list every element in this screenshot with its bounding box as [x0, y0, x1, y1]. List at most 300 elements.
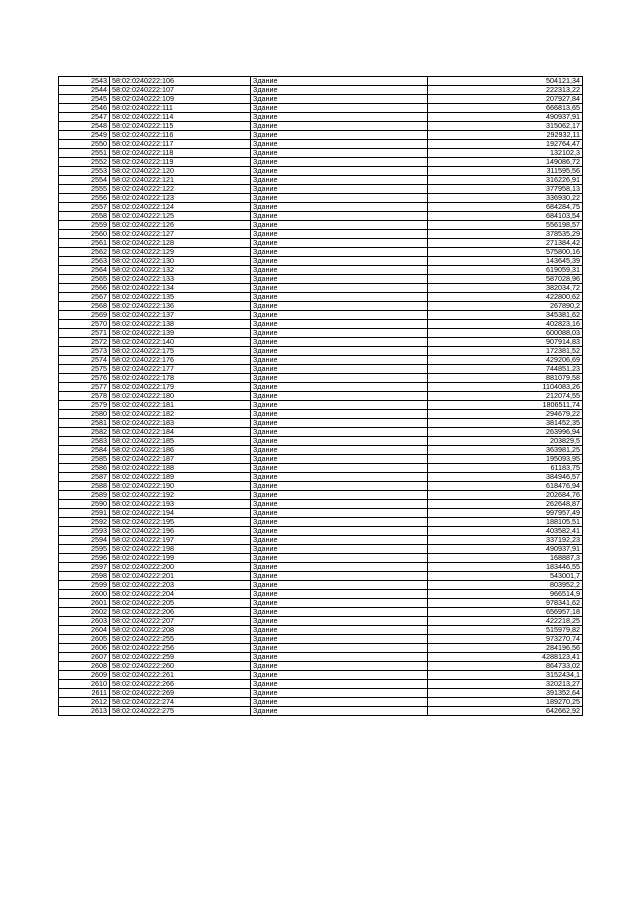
object-type-cell: Здание [251, 635, 428, 644]
cadastral-number-cell: 58:02:0240222:207 [110, 617, 251, 626]
cadastral-value-cell: 381452,35 [428, 419, 583, 428]
table-row [59, 311, 583, 320]
cadastral-number-cell: 58:02:0240222:190 [110, 482, 251, 491]
object-type-cell: Здание [251, 356, 428, 365]
cadastral-value-cell: 600088,03 [428, 329, 583, 338]
cadastral-number-cell: 58:02:0240222:188 [110, 464, 251, 473]
row-number-cell: 2601 [59, 599, 110, 608]
cadastral-value-cell: 267890,2 [428, 302, 583, 311]
cadastral-value-cell: 377958,13 [428, 185, 583, 194]
cadastral-value-cell: 422218,25 [428, 617, 583, 626]
cadastral-number-cell: 58:02:0240222:255 [110, 635, 251, 644]
table-row [59, 455, 583, 464]
object-type-cell: Здание [251, 509, 428, 518]
cadastral-number-cell: 58:02:0240222:205 [110, 599, 251, 608]
cadastral-value-cell: 207927,84 [428, 95, 583, 104]
table-row [59, 626, 583, 635]
cadastral-value-cell: 378535,29 [428, 230, 583, 239]
row-number-cell: 2597 [59, 563, 110, 572]
row-number-cell: 2550 [59, 140, 110, 149]
cadastral-value-cell: 172381,52 [428, 347, 583, 356]
object-type-cell: Здание [251, 149, 428, 158]
object-type-cell: Здание [251, 680, 428, 689]
row-number-cell: 2591 [59, 509, 110, 518]
object-type-cell: Здание [251, 365, 428, 374]
object-type-cell: Здание [251, 212, 428, 221]
row-number-cell: 2588 [59, 482, 110, 491]
cadastral-value-cell: 336930,22 [428, 194, 583, 203]
object-type-cell: Здание [251, 419, 428, 428]
object-type-cell: Здание [251, 446, 428, 455]
row-number-cell: 2573 [59, 347, 110, 356]
object-type-cell: Здание [251, 158, 428, 167]
row-number-cell: 2598 [59, 572, 110, 581]
object-type-cell: Здание [251, 608, 428, 617]
table-row [59, 464, 583, 473]
cadastral-number-cell: 58:02:0240222:195 [110, 518, 251, 527]
table-row [59, 590, 583, 599]
row-number-cell: 2607 [59, 653, 110, 662]
object-type-cell: Здание [251, 455, 428, 464]
row-number-cell: 2604 [59, 626, 110, 635]
cadastral-number-cell: 58:02:0240222:177 [110, 365, 251, 374]
row-number-cell: 2576 [59, 374, 110, 383]
table-row [59, 680, 583, 689]
row-number-cell: 2557 [59, 203, 110, 212]
row-number-cell: 2553 [59, 167, 110, 176]
object-type-cell: Здание [251, 572, 428, 581]
cadastral-value-cell: 4288123,41 [428, 653, 583, 662]
table-row [59, 347, 583, 356]
cadastral-number-cell: 58:02:0240222:184 [110, 428, 251, 437]
cadastral-number-cell: 58:02:0240222:208 [110, 626, 251, 635]
row-number-cell: 2581 [59, 419, 110, 428]
table-row [59, 509, 583, 518]
object-type-cell: Здание [251, 410, 428, 419]
cadastral-value-cell: 504121,34 [428, 77, 583, 86]
table-row [59, 284, 583, 293]
cadastral-number-cell: 58:02:0240222:266 [110, 680, 251, 689]
table-row [59, 248, 583, 257]
table-row [59, 158, 583, 167]
table-row [59, 176, 583, 185]
object-type-cell: Здание [251, 86, 428, 95]
row-number-cell: 2572 [59, 338, 110, 347]
table-row [59, 329, 583, 338]
cadastral-value-cell: 543001,7 [428, 572, 583, 581]
cadastral-number-cell: 58:02:0240222:204 [110, 590, 251, 599]
object-type-cell: Здание [251, 581, 428, 590]
cadastral-number-cell: 58:02:0240222:189 [110, 473, 251, 482]
row-number-cell: 2554 [59, 176, 110, 185]
object-type-cell: Здание [251, 302, 428, 311]
object-type-cell: Здание [251, 536, 428, 545]
cadastral-value-cell: 168887,3 [428, 554, 583, 563]
row-number-cell: 2585 [59, 455, 110, 464]
row-number-cell: 2551 [59, 149, 110, 158]
cadastral-number-cell: 58:02:0240222:122 [110, 185, 251, 194]
table-row [59, 320, 583, 329]
cadastral-value-cell: 575800,16 [428, 248, 583, 257]
cadastral-value-cell: 143645,39 [428, 257, 583, 266]
table-row [59, 662, 583, 671]
cadastral-value-cell: 556198,57 [428, 221, 583, 230]
table-row [59, 500, 583, 509]
object-type-cell: Здание [251, 239, 428, 248]
row-number-cell: 2559 [59, 221, 110, 230]
cadastral-value-cell: 384946,57 [428, 473, 583, 482]
row-number-cell: 2586 [59, 464, 110, 473]
cadastral-value-cell: 315062,17 [428, 122, 583, 131]
object-type-cell: Здание [251, 563, 428, 572]
cadastral-number-cell: 58:02:0240222:119 [110, 158, 251, 167]
table-row [59, 428, 583, 437]
cadastral-value-cell: 864733,02 [428, 662, 583, 671]
row-number-cell: 2545 [59, 95, 110, 104]
row-number-cell: 2593 [59, 527, 110, 536]
cadastral-value-cell: 203829,5 [428, 437, 583, 446]
table-row [59, 257, 583, 266]
cadastral-number-cell: 58:02:0240222:269 [110, 689, 251, 698]
object-type-cell: Здание [251, 293, 428, 302]
object-type-cell: Здание [251, 500, 428, 509]
cadastral-number-cell: 58:02:0240222:186 [110, 446, 251, 455]
object-type-cell: Здание [251, 491, 428, 500]
cadastral-number-cell: 58:02:0240222:274 [110, 698, 251, 707]
cadastral-value-cell: 391352,64 [428, 689, 583, 698]
row-number-cell: 2613 [59, 707, 110, 716]
table-row [59, 698, 583, 707]
cadastral-value-cell: 294679,22 [428, 410, 583, 419]
object-type-cell: Здание [251, 554, 428, 563]
row-number-cell: 2594 [59, 536, 110, 545]
row-number-cell: 2547 [59, 113, 110, 122]
table-row [59, 275, 583, 284]
row-number-cell: 2570 [59, 320, 110, 329]
table-row [59, 383, 583, 392]
cadastral-value-cell: 684284,75 [428, 203, 583, 212]
object-type-cell: Здание [251, 653, 428, 662]
cadastral-number-cell: 58:02:0240222:107 [110, 86, 251, 95]
object-type-cell: Здание [251, 545, 428, 554]
row-number-cell: 2548 [59, 122, 110, 131]
cadastral-value-cell: 619059,31 [428, 266, 583, 275]
object-type-cell: Здание [251, 176, 428, 185]
cadastral-value-cell: 515979,82 [428, 626, 583, 635]
table-row [59, 122, 583, 131]
cadastral-number-cell: 58:02:0240222:194 [110, 509, 251, 518]
row-number-cell: 2563 [59, 257, 110, 266]
cadastral-number-cell: 58:02:0240222:206 [110, 608, 251, 617]
cadastral-value-cell: 907914,83 [428, 338, 583, 347]
table-row [59, 221, 583, 230]
row-number-cell: 2577 [59, 383, 110, 392]
row-number-cell: 2571 [59, 329, 110, 338]
object-type-cell: Здание [251, 113, 428, 122]
object-type-cell: Здание [251, 275, 428, 284]
object-type-cell: Здание [251, 248, 428, 257]
table-row [59, 545, 583, 554]
table-row [59, 644, 583, 653]
row-number-cell: 2562 [59, 248, 110, 257]
cadastral-number-cell: 58:02:0240222:130 [110, 257, 251, 266]
row-number-cell: 2589 [59, 491, 110, 500]
cadastral-number-cell: 58:02:0240222:201 [110, 572, 251, 581]
object-type-cell: Здание [251, 221, 428, 230]
object-type-cell: Здание [251, 698, 428, 707]
cadastral-number-cell: 58:02:0240222:124 [110, 203, 251, 212]
cadastral-value-cell: 966514,9 [428, 590, 583, 599]
row-number-cell: 2578 [59, 392, 110, 401]
table-body [59, 77, 583, 716]
cadastral-value-cell: 337192,23 [428, 536, 583, 545]
table-row [59, 707, 583, 716]
object-type-cell: Здание [251, 104, 428, 113]
cadastral-number-cell: 58:02:0240222:182 [110, 410, 251, 419]
table-row [59, 527, 583, 536]
table-row [59, 410, 583, 419]
cadastral-value-cell: 382034,72 [428, 284, 583, 293]
object-type-cell: Здание [251, 122, 428, 131]
row-number-cell: 2582 [59, 428, 110, 437]
row-number-cell: 2587 [59, 473, 110, 482]
cadastral-number-cell: 58:02:0240222:179 [110, 383, 251, 392]
object-type-cell: Здание [251, 383, 428, 392]
cadastral-number-cell: 58:02:0240222:187 [110, 455, 251, 464]
cadastral-number-cell: 58:02:0240222:138 [110, 320, 251, 329]
cadastral-number-cell: 58:02:0240222:133 [110, 275, 251, 284]
row-number-cell: 2569 [59, 311, 110, 320]
cadastral-value-cell: 402823,16 [428, 320, 583, 329]
cadastral-value-cell: 271384,42 [428, 239, 583, 248]
table-row [59, 392, 583, 401]
cadastral-number-cell: 58:02:0240222:275 [110, 707, 251, 716]
object-type-cell: Здание [251, 590, 428, 599]
cadastral-value-cell: 978341,62 [428, 599, 583, 608]
object-type-cell: Здание [251, 662, 428, 671]
cadastral-number-cell: 58:02:0240222:136 [110, 302, 251, 311]
cadastral-number-cell: 58:02:0240222:183 [110, 419, 251, 428]
cadastral-number-cell: 58:02:0240222:128 [110, 239, 251, 248]
cadastral-number-cell: 58:02:0240222:192 [110, 491, 251, 500]
cadastral-value-cell: 189270,25 [428, 698, 583, 707]
object-type-cell: Здание [251, 131, 428, 140]
table-row [59, 599, 583, 608]
row-number-cell: 2549 [59, 131, 110, 140]
table-row [59, 113, 583, 122]
cadastral-number-cell: 58:02:0240222:123 [110, 194, 251, 203]
table-row [59, 653, 583, 662]
table-row [59, 608, 583, 617]
table-row [59, 293, 583, 302]
table-row [59, 635, 583, 644]
cadastral-value-cell: 642662,92 [428, 707, 583, 716]
object-type-cell: Здание [251, 311, 428, 320]
row-number-cell: 2564 [59, 266, 110, 275]
object-type-cell: Здание [251, 185, 428, 194]
cadastral-number-cell: 58:02:0240222:132 [110, 266, 251, 275]
table-row [59, 581, 583, 590]
cadastral-number-cell: 58:02:0240222:196 [110, 527, 251, 536]
cadastral-value-cell: 320213,27 [428, 680, 583, 689]
table-row [59, 473, 583, 482]
row-number-cell: 2561 [59, 239, 110, 248]
object-type-cell: Здание [251, 77, 428, 86]
object-type-cell: Здание [251, 482, 428, 491]
cadastral-number-cell: 58:02:0240222:117 [110, 140, 251, 149]
object-type-cell: Здание [251, 437, 428, 446]
object-type-cell: Здание [251, 257, 428, 266]
object-type-cell: Здание [251, 329, 428, 338]
cadastral-value-cell: 587028,96 [428, 275, 583, 284]
cadastral-number-cell: 58:02:0240222:180 [110, 392, 251, 401]
row-number-cell: 2579 [59, 401, 110, 410]
table-row [59, 212, 583, 221]
cadastral-value-cell: 666813,65 [428, 104, 583, 113]
row-number-cell: 2546 [59, 104, 110, 113]
cadastral-value-cell: 973270,74 [428, 635, 583, 644]
cadastral-number-cell: 58:02:0240222:178 [110, 374, 251, 383]
row-number-cell: 2595 [59, 545, 110, 554]
row-number-cell: 2612 [59, 698, 110, 707]
table-row [59, 239, 583, 248]
cadastral-value-cell: 202684,76 [428, 491, 583, 500]
table-row [59, 104, 583, 113]
table-row [59, 572, 583, 581]
cadastral-value-cell: 345381,62 [428, 311, 583, 320]
object-type-cell: Здание [251, 599, 428, 608]
object-type-cell: Здание [251, 671, 428, 680]
object-type-cell: Здание [251, 617, 428, 626]
cadastral-value-cell: 222313,22 [428, 86, 583, 95]
object-type-cell: Здание [251, 167, 428, 176]
row-number-cell: 2608 [59, 662, 110, 671]
cadastral-number-cell: 58:02:0240222:120 [110, 167, 251, 176]
cadastral-value-cell: 188105,51 [428, 518, 583, 527]
cadastral-number-cell: 58:02:0240222:116 [110, 131, 251, 140]
cadastral-value-cell: 183446,55 [428, 563, 583, 572]
cadastral-number-cell: 58:02:0240222:106 [110, 77, 251, 86]
cadastral-number-cell: 58:02:0240222:115 [110, 122, 251, 131]
table-row [59, 401, 583, 410]
table-row [59, 491, 583, 500]
row-number-cell: 2590 [59, 500, 110, 509]
object-type-cell: Здание [251, 527, 428, 536]
cadastral-number-cell: 58:02:0240222:135 [110, 293, 251, 302]
row-number-cell: 2592 [59, 518, 110, 527]
table-row [59, 437, 583, 446]
row-number-cell: 2560 [59, 230, 110, 239]
cadastral-number-cell: 58:02:0240222:129 [110, 248, 251, 257]
table-row [59, 185, 583, 194]
cadastral-value-cell: 997957,49 [428, 509, 583, 518]
object-type-cell: Здание [251, 320, 428, 329]
cadastral-value-cell: 195093,95 [428, 455, 583, 464]
object-type-cell: Здание [251, 194, 428, 203]
cadastral-value-cell: 803952,2 [428, 581, 583, 590]
cadastral-number-cell: 58:02:0240222:199 [110, 554, 251, 563]
table-row [59, 140, 583, 149]
cadastral-number-cell: 58:02:0240222:181 [110, 401, 251, 410]
table-row [59, 356, 583, 365]
cadastral-number-cell: 58:02:0240222:137 [110, 311, 251, 320]
cadastral-number-cell: 58:02:0240222:175 [110, 347, 251, 356]
cadastral-value-cell: 284196,56 [428, 644, 583, 653]
table-row [59, 302, 583, 311]
cadastral-number-cell: 58:02:0240222:140 [110, 338, 251, 347]
cadastral-value-cell: 429206,69 [428, 356, 583, 365]
object-type-cell: Здание [251, 95, 428, 104]
cadastral-value-cell: 490937,91 [428, 113, 583, 122]
cadastral-value-cell: 292932,11 [428, 131, 583, 140]
object-type-cell: Здание [251, 644, 428, 653]
cadastral-number-cell: 58:02:0240222:134 [110, 284, 251, 293]
object-type-cell: Здание [251, 347, 428, 356]
row-number-cell: 2600 [59, 590, 110, 599]
row-number-cell: 2566 [59, 284, 110, 293]
row-number-cell: 2567 [59, 293, 110, 302]
row-number-cell: 2558 [59, 212, 110, 221]
row-number-cell: 2605 [59, 635, 110, 644]
table-row [59, 365, 583, 374]
row-number-cell: 2574 [59, 356, 110, 365]
cadastral-value-cell: 263996,94 [428, 428, 583, 437]
cadastral-number-cell: 58:02:0240222:126 [110, 221, 251, 230]
table-row [59, 338, 583, 347]
object-type-cell: Здание [251, 428, 428, 437]
object-type-cell: Здание [251, 707, 428, 716]
object-type-cell: Здание [251, 338, 428, 347]
cadastral-number-cell: 58:02:0240222:197 [110, 536, 251, 545]
cadastral-number-cell: 58:02:0240222:118 [110, 149, 251, 158]
row-number-cell: 2599 [59, 581, 110, 590]
cadastral-value-cell: 132102,3 [428, 149, 583, 158]
row-number-cell: 2611 [59, 689, 110, 698]
cadastral-value-cell: 149086,72 [428, 158, 583, 167]
cadastral-number-cell: 58:02:0240222:256 [110, 644, 251, 653]
cadastral-number-cell: 58:02:0240222:185 [110, 437, 251, 446]
cadastral-value-cell: 311595,56 [428, 167, 583, 176]
object-type-cell: Здание [251, 473, 428, 482]
cadastral-number-cell: 58:02:0240222:125 [110, 212, 251, 221]
cadastral-value-cell: 403582,41 [428, 527, 583, 536]
row-number-cell: 2555 [59, 185, 110, 194]
table-row [59, 77, 583, 86]
table-row [59, 149, 583, 158]
row-number-cell: 2584 [59, 446, 110, 455]
cadastral-number-cell: 58:02:0240222:121 [110, 176, 251, 185]
object-type-cell: Здание [251, 464, 428, 473]
table-row [59, 167, 583, 176]
cadastral-value-cell: 744851,23 [428, 365, 583, 374]
cadastral-number-cell: 58:02:0240222:111 [110, 104, 251, 113]
table-row [59, 446, 583, 455]
row-number-cell: 2544 [59, 86, 110, 95]
cadastral-value-cell: 881079,58 [428, 374, 583, 383]
cadastral-number-cell: 58:02:0240222:198 [110, 545, 251, 554]
row-number-cell: 2602 [59, 608, 110, 617]
table-row [59, 95, 583, 104]
row-number-cell: 2596 [59, 554, 110, 563]
cadastral-value-cell: 3152434,1 [428, 671, 583, 680]
cadastral-value-cell: 192764,47 [428, 140, 583, 149]
row-number-cell: 2610 [59, 680, 110, 689]
cadastral-value-cell: 61183,75 [428, 464, 583, 473]
cadastral-value-cell: 684103,54 [428, 212, 583, 221]
cadastral-number-cell: 58:02:0240222:200 [110, 563, 251, 572]
table-row [59, 689, 583, 698]
row-number-cell: 2556 [59, 194, 110, 203]
